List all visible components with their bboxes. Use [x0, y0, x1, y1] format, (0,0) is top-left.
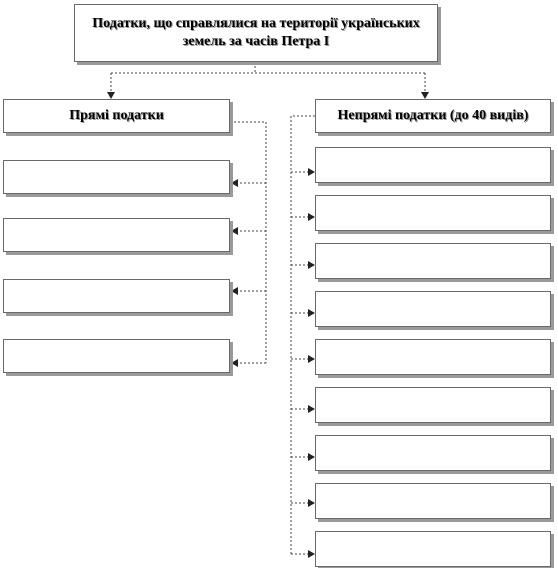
direct-taxes-label: Прямі податки — [69, 108, 164, 123]
indirect-tax-slot — [315, 147, 551, 183]
indirect-tax-slot — [315, 531, 551, 567]
direct-tax-slot — [3, 160, 230, 194]
direct-taxes-box — [3, 99, 230, 133]
indirect-tax-slot — [315, 435, 551, 471]
diagram-title-box — [74, 4, 438, 62]
direct-tax-slot — [3, 339, 230, 373]
direct-tax-slot — [3, 279, 230, 313]
indirect-tax-slot — [315, 483, 551, 519]
indirect-tax-slot — [315, 243, 551, 279]
indirect-tax-slot — [315, 387, 551, 423]
indirect-taxes-label: Непрямі податки (до 40 видів) — [337, 108, 529, 123]
diagram-title: Податки, що справлялися на території українських земель за часів Петра І — [92, 16, 420, 49]
indirect-taxes-box — [315, 99, 551, 133]
indirect-tax-slot — [315, 291, 551, 327]
direct-tax-slot — [3, 218, 230, 252]
indirect-tax-slot — [315, 195, 551, 231]
indirect-tax-slot — [315, 339, 551, 375]
